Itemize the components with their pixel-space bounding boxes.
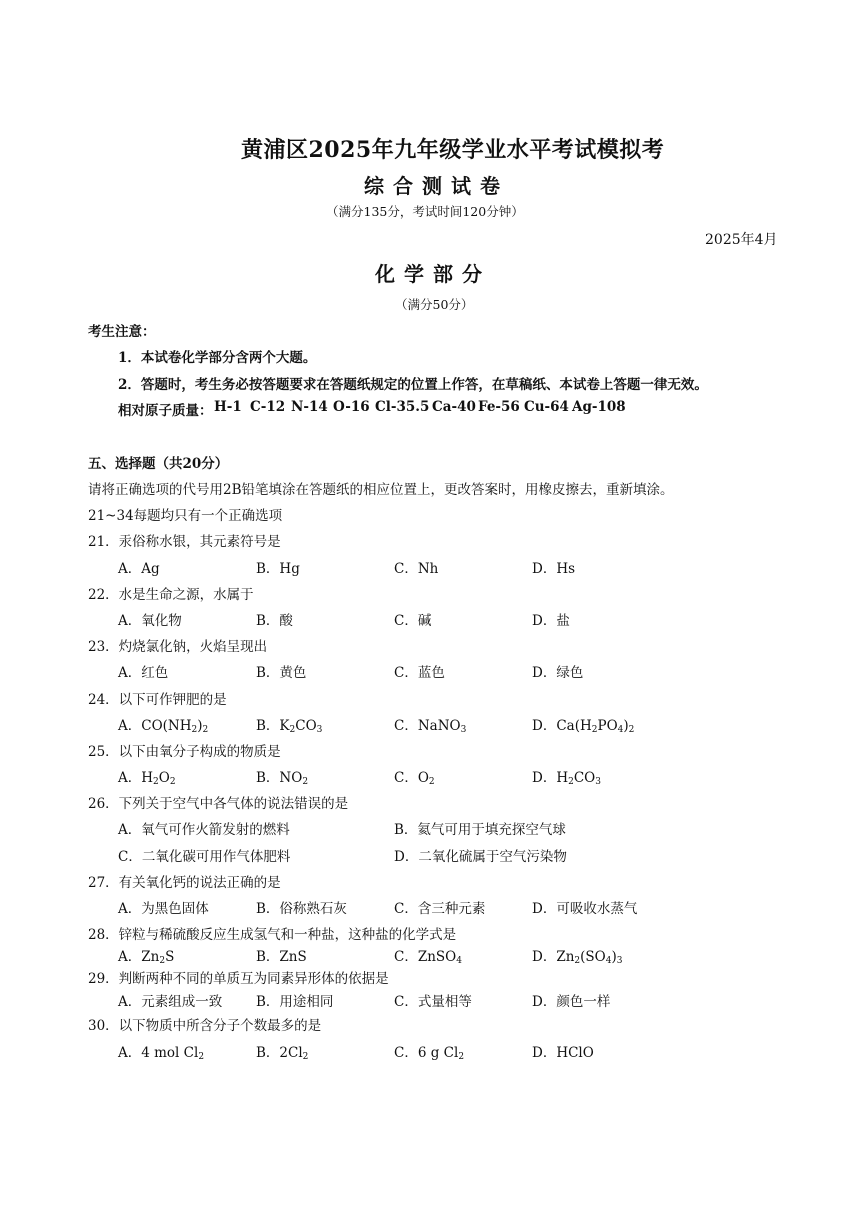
q26-option-b: B．氦气可用于填充探空气球 — [394, 822, 566, 838]
question-30: 30．以下物质中所含分子个数最多的是 — [88, 1018, 322, 1034]
q22-option-a: A．氧化物 — [118, 613, 182, 629]
q22-option-c: C．碱 — [394, 613, 432, 629]
q27-option-b: B．俗称熟石灰 — [256, 901, 347, 917]
q25-option-c — [394, 766, 435, 786]
q26-option-a: A．氧气可作火箭发射的燃料 — [118, 822, 290, 838]
atomic-mass-o: O-16 — [333, 399, 370, 415]
option-letter: C． — [394, 949, 418, 965]
atomic-mass-ag: Ag-108 — [572, 399, 626, 415]
exam-title: 黄浦区2025年九年级学业水平考试模拟考 — [241, 137, 665, 163]
formula-subscript: 2 — [568, 777, 574, 787]
q27-option-c: C．含三种元素 — [394, 901, 486, 917]
formula-subscript: 2 — [202, 725, 209, 735]
q21-option-c: C．Nh — [394, 561, 439, 577]
q29-option-a: A．元素组成一致 — [118, 994, 223, 1010]
formula-text: CO — [295, 718, 317, 734]
part5-instruction: 请将正确选项的代号用2B铅笔填涂在答题纸的相应位置上，更改答案时，用橡皮擦去，重新填涂。 — [88, 482, 674, 498]
formula-text: CO(NH — [141, 718, 192, 734]
q25-option-a — [118, 766, 176, 786]
question-25: 25．以下由氧分子构成的物质是 — [88, 744, 281, 760]
formula-text: NaNO — [417, 718, 461, 734]
formula-text: (SO — [580, 949, 606, 965]
part5-range-note: 21~34每题均只有一个正确选项 — [88, 508, 283, 524]
option-letter: B． — [256, 718, 280, 734]
formula-text: 6 g Cl — [417, 1045, 459, 1061]
q25-option-b — [256, 766, 308, 786]
formula-subscript: 4 — [605, 956, 612, 966]
q23-option-c: C．蓝色 — [394, 665, 445, 681]
q21-option-d: D．Hs — [532, 561, 576, 577]
option-letter: D． — [532, 718, 557, 734]
atomic-mass-c: C-12 — [250, 399, 286, 415]
formula-subscript: 2 — [458, 1052, 465, 1062]
q21-option-a: A．Ag — [118, 561, 160, 577]
formula-subscript: 3 — [616, 956, 623, 966]
formula-subscript: 2 — [198, 1052, 205, 1062]
q24-option-d — [532, 714, 634, 734]
formula-subscript: 3 — [595, 777, 601, 787]
formula-text: 4 mol Cl — [141, 1045, 199, 1061]
exam-subtitle: 综合测试卷 — [364, 174, 509, 198]
option-letter: D． — [532, 770, 557, 786]
formula-text: H — [141, 770, 154, 786]
q21-option-b: B．Hg — [256, 561, 300, 577]
question-28: 28．锌粒与稀硫酸反应生成氢气和一种盐，这种盐的化学式是 — [88, 927, 457, 943]
question-22: 22．水是生命之源，水属于 — [88, 587, 254, 603]
q27-option-d: D．可吸收水蒸气 — [532, 901, 638, 917]
part5-heading: 五、选择题（共20分） — [88, 456, 229, 472]
q23-option-d: D．绿色 — [532, 665, 584, 681]
question-21: 21．汞俗称水银，其元素符号是 — [88, 534, 281, 550]
formula-subscript: 4 — [617, 725, 624, 735]
atomic-mass-ca: Ca-40 — [432, 399, 476, 415]
atomic-mass-cu: Cu-64 — [524, 399, 569, 415]
option-letter: A． — [118, 718, 142, 734]
formula-subscript: 2 — [153, 777, 159, 787]
formula-text: ZnSO — [417, 949, 457, 965]
option-letter: C． — [394, 770, 418, 786]
q23-option-b: B．黄色 — [256, 665, 307, 681]
atomic-mass-n: N-14 — [291, 399, 328, 415]
question-23: 23．灼烧氯化钠，火焰呈现出 — [88, 639, 268, 655]
q30-option-c — [394, 1041, 464, 1061]
notice-heading: 考生注意： — [88, 324, 156, 340]
q30-option-b — [256, 1041, 308, 1061]
q28-option-d — [532, 945, 622, 965]
formula-text: ) — [623, 718, 629, 734]
q24-option-b — [256, 714, 322, 734]
formula-subscript: 4 — [456, 956, 462, 966]
formula-text: K — [279, 718, 290, 734]
formula-text: ) — [197, 718, 203, 734]
q28-option-a — [118, 945, 174, 965]
q22-option-d: D．盐 — [532, 613, 570, 629]
option-letter: A． — [118, 1045, 142, 1061]
option-letter: B． — [256, 1045, 280, 1061]
formula-subscript: 3 — [316, 725, 323, 735]
exam-date: 2025年4月 — [705, 232, 778, 248]
q30-option-a — [118, 1041, 204, 1061]
q28-option-c — [394, 945, 462, 965]
q27-option-a: A．为黑色固体 — [118, 901, 209, 917]
formula-text: O — [158, 770, 170, 786]
formula-text: NO — [279, 770, 303, 786]
formula-text: Zn — [141, 949, 160, 965]
atomic-mass-h: H-1 — [214, 399, 242, 415]
option-letter: C． — [394, 1045, 418, 1061]
q30-option-d: D．HClO — [532, 1045, 594, 1061]
formula-subscript: 2 — [159, 956, 166, 966]
q24-option-a — [118, 714, 208, 734]
formula-text: CO — [573, 770, 596, 786]
option-letter: A． — [118, 770, 142, 786]
question-24: 24．以下可作钾肥的是 — [88, 692, 227, 708]
formula-text: 2Cl — [279, 1045, 303, 1061]
formula-subscript: 2 — [428, 777, 435, 787]
formula-text: H — [556, 770, 569, 786]
notice-item-2: 2．答题时，考生务必按答题要求在答题纸规定的位置上作答，在草稿纸、本试卷上答题一律无效。 — [118, 377, 708, 393]
q23-option-a: A．红色 — [118, 665, 169, 681]
atomic-mass-label: 相对原子质量： — [118, 403, 213, 419]
formula-subscript: 2 — [302, 1052, 309, 1062]
question-27: 27．有关氧化钙的说法正确的是 — [88, 875, 281, 891]
option-letter: A． — [118, 949, 142, 965]
option-letter: B． — [256, 770, 280, 786]
atomic-mass-cl: Cl-35.5 — [375, 399, 430, 415]
q29-option-c: C．式量相等 — [394, 994, 472, 1010]
q25-option-d — [532, 766, 601, 786]
section-score-note: （满分50分） — [395, 297, 474, 312]
formula-subscript: 2 — [591, 725, 598, 735]
formula-text: Zn — [556, 949, 575, 965]
notice-item-1: 1．本试卷化学部分含两个大题。 — [118, 350, 317, 366]
formula-subscript: 3 — [460, 725, 467, 735]
q29-option-d: D．颜色一样 — [532, 994, 611, 1010]
atomic-mass-fe: Fe-56 — [478, 399, 520, 415]
formula-text: PO — [597, 718, 618, 734]
q29-option-b: B．用途相同 — [256, 994, 334, 1010]
option-letter: C． — [394, 718, 418, 734]
option-letter: D． — [532, 949, 557, 965]
formula-text: Ca(H — [556, 718, 592, 734]
q24-option-c — [394, 714, 466, 734]
question-26: 26．下列关于空气中各气体的说法错误的是 — [88, 796, 349, 812]
formula-text: S — [165, 949, 175, 965]
q26-option-c: C．二氧化碳可用作气体肥料 — [118, 849, 291, 865]
formula-subscript: 2 — [289, 725, 296, 735]
exam-score-note: （满分135分，考试时间120分钟） — [326, 204, 524, 219]
q26-option-d: D．二氧化硫属于空气污染物 — [394, 849, 567, 865]
formula-subscript: 2 — [628, 725, 635, 735]
formula-subscript: 2 — [169, 777, 176, 787]
q28-option-b: B．ZnS — [256, 949, 307, 965]
formula-subscript: 2 — [191, 725, 198, 735]
question-29: 29．判断两种不同的单质互为同素异形体的依据是 — [88, 971, 389, 987]
formula-subscript: 2 — [302, 777, 309, 787]
formula-text: ) — [611, 949, 617, 965]
section-title: 化学部分 — [375, 262, 491, 286]
formula-text: O — [417, 770, 429, 786]
formula-subscript: 2 — [574, 956, 581, 966]
q22-option-b: B．酸 — [256, 613, 293, 629]
